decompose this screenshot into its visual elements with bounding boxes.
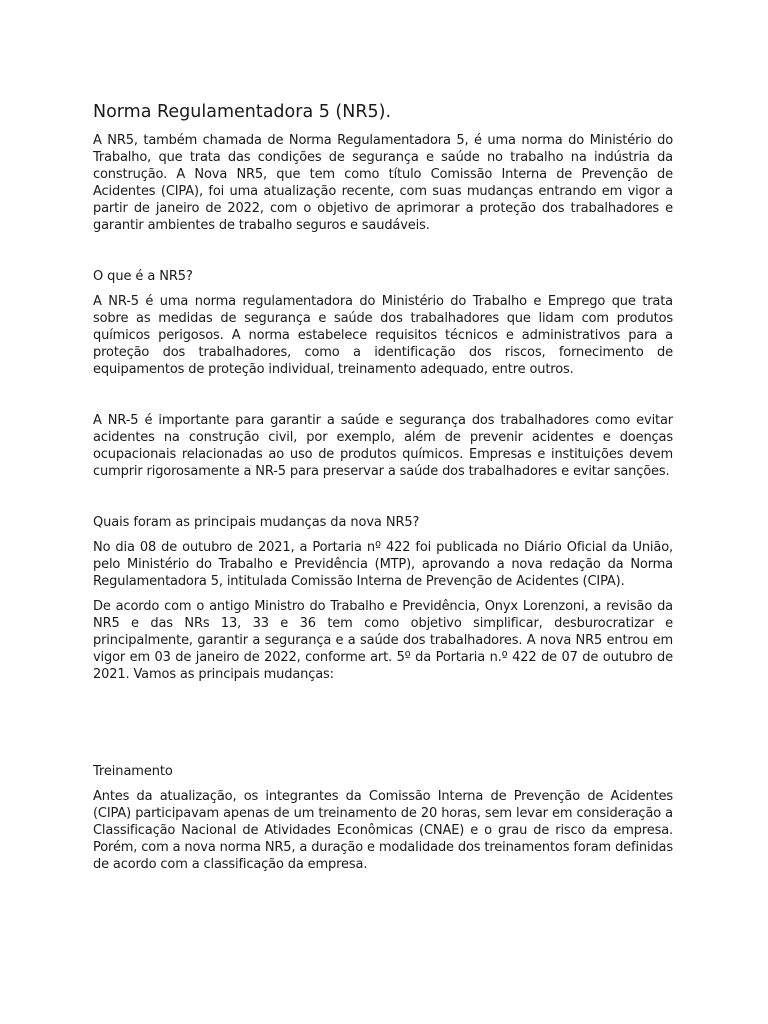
spacer: [93, 386, 673, 412]
spacer: [93, 691, 673, 763]
section-paragraph: Antes da atualização, os integrantes da Comissão Interna de Prevenção de Acidentes (CIPA) participavam apenas de um treinamento de 20 horas, sem levar em consideração a Classificação Nacional de Atividades Econômicas (CNAE) e o grau de risco da empresa. Porém, com a nova norma NR5, a duração e modalidade dos treinamentos foram definidas de acordo com a classificação da empresa.: [93, 789, 673, 872]
document-page: [93, 100, 673, 881]
section-paragraph: De acordo com o antigo Ministro do Trabalho e Previdência, Onyx Lorenzoni, a revisão da NR5 e das NRs 13, 33 e 36 tem como objetivo simplificar, desburocratizar e principalmente, garantir a segurança e a saúde dos trabalhadores. A nova NR5 entrou em vigor em 03 de janeiro de 2022, conforme art. 5º da Portaria n.º 422 de 07 de outubro de 2021. Vamos as principais mudanças:: [93, 599, 673, 682]
section-paragraph: No dia 08 de outubro de 2021, a Portaria nº 422 foi publicada no Diário Oficial da União, pelo Ministério do Trabalho e Previdência (MTP), aprovando a nova redação da Norma Regulamentadora 5, intitulada Comissão Interna de Prevenção de Acidentes (CIPA).: [93, 540, 673, 589]
document-title: Norma Regulamentadora 5 (NR5).: [93, 102, 392, 122]
section-paragraph: A NR-5 é importante para garantir a saúde e segurança dos trabalhadores como evitar acidentes na construção civil, por exemplo, além de prevenir acidentes e doenças ocupacionais relacionadas ao uso de produtos químicos. Empresas e instituições devem cumprir rigorosamente a NR-5 para preservar a saúde dos trabalhadores e evitar sanções.: [93, 413, 673, 479]
section-paragraph: A NR-5 é uma norma regulamentadora do Ministério do Trabalho e Emprego que trata sobre as medidas de segurança e saúde dos trabalhadores que lidam com produtos químicos perigosos. A norma estabelece requisitos técnicos e administrativos para a proteção dos trabalhadores, como a identificação dos riscos, fornecimento de equipamentos de proteção individual, treinamento adequado, entre outros.: [93, 294, 673, 377]
intro-paragraph: A NR5, também chamada de Norma Regulamentadora 5, é uma norma do Ministério do Trabalho, que trata das condições de segurança e saúde no trabalho na indústria da construção. A Nova NR5, que tem como título Comissão Interna de Prevenção de Acidentes (CIPA), foi uma atualização recente, com suas mudanças entrando em vigor a partir de janeiro de 2022, com o objetivo de aprimorar a proteção dos trabalhadores e garantir ambientes de trabalho seguros e saudáveis.: [93, 133, 673, 233]
section-heading-changes: Quais foram as principais mudanças da nova NR5?: [93, 515, 420, 530]
spacer: [93, 488, 673, 514]
spacer: [93, 242, 673, 268]
section-heading-what-is-nr5: O que é a NR5?: [93, 269, 193, 284]
section-heading-training: Treinamento: [93, 764, 173, 779]
